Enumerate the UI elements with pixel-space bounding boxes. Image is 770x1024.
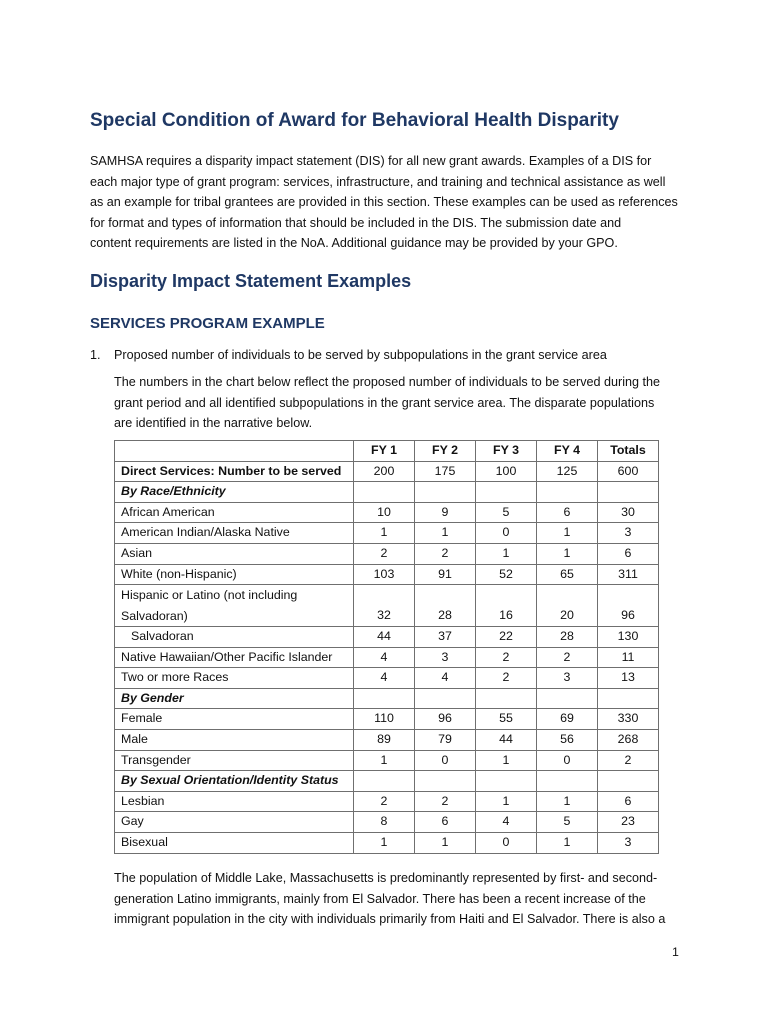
table-cell: 110 [354, 709, 415, 730]
table-cell: 6 [598, 791, 659, 812]
table-row [115, 668, 659, 689]
table-cell [415, 482, 476, 503]
table-cell: 9 [415, 502, 476, 523]
table-cell: 28 [415, 585, 476, 627]
table-header-row [115, 441, 659, 462]
row-label: Transgender [115, 750, 354, 771]
table-cell: 1 [415, 523, 476, 544]
table-cell [598, 482, 659, 503]
chart-intro-line: The numbers in the chart below reflect the proposed number of individuals to be served during the [114, 375, 661, 389]
table-cell [354, 688, 415, 709]
table-cell: 100 [476, 461, 537, 482]
table-cell: 600 [598, 461, 659, 482]
table-cell: 1 [476, 791, 537, 812]
population-line: immigrant population in the city with individuals primarily from Haiti and El Salvador. There is also a [114, 912, 666, 927]
table-cell: 96 [415, 709, 476, 730]
list-item-number: 1. [90, 348, 101, 362]
table-cell: 2 [415, 543, 476, 564]
table-cell: 0 [476, 523, 537, 544]
table-cell [537, 771, 598, 792]
table-cell: 89 [354, 729, 415, 750]
table-cell: 330 [598, 709, 659, 730]
table-cell: 268 [598, 729, 659, 750]
table-cell [537, 688, 598, 709]
table-row [115, 647, 659, 668]
table-cell: 2 [354, 791, 415, 812]
table-cell: 44 [476, 729, 537, 750]
table-cell [354, 482, 415, 503]
table-row [115, 791, 659, 812]
table-cell: 8 [354, 812, 415, 833]
intro-paragraph [90, 151, 690, 254]
table-cell: 44 [354, 626, 415, 647]
table-cell: 2 [476, 647, 537, 668]
table-cell: 91 [415, 564, 476, 585]
intro-line: SAMHSA requires a disparity impact statement (DIS) for all new grant awards. Examples of a DIS for [90, 154, 652, 168]
table-cell [415, 688, 476, 709]
table-cell: 3 [598, 832, 659, 853]
chart-intro-line: are identified in the narrative below. [114, 416, 313, 431]
table-cell: 311 [598, 564, 659, 585]
table-cell: 0 [537, 750, 598, 771]
table-cell [476, 771, 537, 792]
table-cell [415, 771, 476, 792]
table-cell: 2 [598, 750, 659, 771]
row-label: Salvadoran [115, 626, 354, 647]
header-blank-cell [115, 441, 354, 462]
table-cell: 13 [598, 668, 659, 689]
table-section-row [115, 688, 659, 709]
table-cell: 2 [476, 668, 537, 689]
row-label-line: Salvadoran) [121, 608, 188, 623]
column-header: FY 4 [537, 441, 598, 462]
subsection-heading-services: SERVICES PROGRAM EXAMPLE [90, 315, 325, 332]
row-label [115, 585, 354, 627]
intro-line: as an example for tribal grantees are provided in this section. These examples can be used as references [90, 195, 678, 210]
row-label: Male [115, 729, 354, 750]
table-cell: 5 [537, 812, 598, 833]
table-cell: 6 [415, 812, 476, 833]
table-row [115, 729, 659, 750]
table-row [115, 523, 659, 544]
section-label: By Sexual Orientation/Identity Status [115, 771, 354, 792]
list-item-text: Proposed number of individuals to be served by subpopulations in the grant service area [114, 348, 607, 362]
chart-intro-paragraph [114, 372, 684, 434]
row-label: Asian [115, 543, 354, 564]
page-title: Special Condition of Award for Behavioral Health Disparity [90, 110, 619, 131]
population-line: The population of Middle Lake, Massachusetts is predominantly represented by first- and second- [114, 871, 658, 885]
row-label: African American [115, 502, 354, 523]
table-cell: 0 [476, 832, 537, 853]
table-cell: 2 [537, 647, 598, 668]
intro-line: for format and types of information that should be included in the DIS. The submission date and [90, 215, 622, 230]
row-label: Female [115, 709, 354, 730]
table-cell: 1 [354, 750, 415, 771]
table-cell: 1 [354, 523, 415, 544]
table-cell: 56 [537, 729, 598, 750]
table-row [115, 832, 659, 853]
table-cell: 52 [476, 564, 537, 585]
table-cell: 1 [476, 750, 537, 771]
table-cell: 6 [598, 543, 659, 564]
table-cell: 22 [476, 626, 537, 647]
row-label: White (non-Hispanic) [115, 564, 354, 585]
column-header: FY 1 [354, 441, 415, 462]
table-cell: 5 [476, 502, 537, 523]
table-cell: 10 [354, 502, 415, 523]
table-cell [476, 482, 537, 503]
row-label: Lesbian [115, 791, 354, 812]
table-row-salvadoran [115, 626, 659, 647]
table-cell: 130 [598, 626, 659, 647]
table-cell: 1 [476, 543, 537, 564]
services-table [114, 440, 659, 854]
table-cell: 2 [354, 543, 415, 564]
table-row [115, 564, 659, 585]
population-paragraph [114, 868, 684, 930]
population-line: generation Latino immigrants, mainly from El Salvador. There has been a recent increase of the [114, 891, 646, 906]
table-cell: 65 [537, 564, 598, 585]
table-cell: 11 [598, 647, 659, 668]
table-cell: 175 [415, 461, 476, 482]
intro-line: each major type of grant program: services, infrastructure, and training and technical assistance as well [90, 174, 666, 189]
table-cell: 1 [415, 832, 476, 853]
table-cell: 23 [598, 812, 659, 833]
table-cell: 1 [537, 832, 598, 853]
table-cell: 28 [537, 626, 598, 647]
table-cell: 37 [415, 626, 476, 647]
table-cell: 4 [354, 647, 415, 668]
table-row [115, 750, 659, 771]
table-cell: 96 [598, 585, 659, 627]
table-cell: 2 [415, 791, 476, 812]
table-cell: 4 [354, 668, 415, 689]
table-row [115, 709, 659, 730]
column-header: FY 3 [476, 441, 537, 462]
table-cell: 125 [537, 461, 598, 482]
table-cell: 103 [354, 564, 415, 585]
table-row [115, 543, 659, 564]
table-cell: 79 [415, 729, 476, 750]
chart-intro-line: grant period and all identified subpopulations in the grant service area. The disparate populations [114, 395, 655, 410]
table-cell: 3 [598, 523, 659, 544]
table-cell [354, 771, 415, 792]
section-label: By Gender [115, 688, 354, 709]
table-cell: 32 [354, 585, 415, 627]
table-cell [476, 688, 537, 709]
table-cell: 6 [537, 502, 598, 523]
table-cell: 1 [354, 832, 415, 853]
table-cell: 200 [354, 461, 415, 482]
table-cell: 16 [476, 585, 537, 627]
list-item-1 [90, 345, 690, 366]
table-cell: 4 [415, 668, 476, 689]
table-cell: 1 [537, 791, 598, 812]
table-cell: 20 [537, 585, 598, 627]
table-section-row [115, 771, 659, 792]
table-row-direct-services [115, 461, 659, 482]
page-number: 1 [672, 945, 679, 959]
table-row-hispanic [115, 585, 659, 627]
row-label-line: Hispanic or Latino (not including [121, 588, 298, 603]
row-label: Gay [115, 812, 354, 833]
column-header: Totals [598, 441, 659, 462]
intro-line: content requirements are listed in the NoA. Additional guidance may be provided by your GPO. [90, 236, 618, 251]
table-cell: 69 [537, 709, 598, 730]
table-cell: 30 [598, 502, 659, 523]
table-cell: 1 [537, 543, 598, 564]
table-row [115, 502, 659, 523]
row-label: Native Hawaiian/Other Pacific Islander [115, 647, 354, 668]
section-heading-examples: Disparity Impact Statement Examples [90, 271, 412, 291]
row-label: Two or more Races [115, 668, 354, 689]
column-header: FY 2 [415, 441, 476, 462]
table-cell: 4 [476, 812, 537, 833]
section-label: By Race/Ethnicity [115, 482, 354, 503]
table-cell: 1 [537, 523, 598, 544]
row-label: American Indian/Alaska Native [115, 523, 354, 544]
table-cell [598, 688, 659, 709]
table-cell: 3 [537, 668, 598, 689]
row-label: Bisexual [115, 832, 354, 853]
table-cell: 55 [476, 709, 537, 730]
table-cell [598, 771, 659, 792]
table-cell: 3 [415, 647, 476, 668]
row-label: Direct Services: Number to be served [115, 461, 354, 482]
table-section-row [115, 482, 659, 503]
table-cell [537, 482, 598, 503]
table-cell: 0 [415, 750, 476, 771]
table-row [115, 812, 659, 833]
